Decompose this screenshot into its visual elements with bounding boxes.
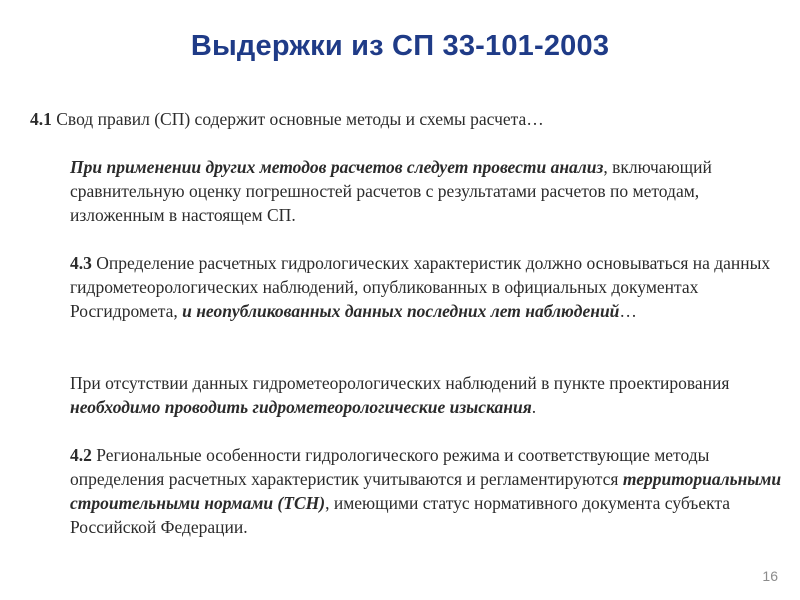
clause-number: 4.1 (30, 109, 52, 129)
emphasis-text: территориальными строительными нормами (ТСН) (70, 469, 782, 513)
clause-4-3 (70, 251, 782, 323)
clause-text: Свод правил (СП) содержит основные методы и схемы расчета… (51, 109, 544, 129)
clause-4-2 (70, 443, 782, 539)
emphasis-text: и неопубликованных данных последних лет наблюдений (182, 301, 620, 321)
emphasis-text: необходимо проводить гидрометеорологические изыскания (70, 397, 532, 417)
clause-end: . (531, 397, 537, 417)
clause-end: , имеющими статус нормативного документа субъекта Российской Федерации. (70, 493, 731, 537)
clause-text: , включающий сравнительную оценку погрешностей расчетов с результатами расчетов по методам, изложенным в настоящем СП. (70, 157, 712, 225)
clause-text: Региональные особенности гидрологического режима и соответствующие методы определения расчетных характеристик учитываются и регламентируются (70, 445, 710, 489)
slide-title: Выдержки из СП 33-101-2003 (190, 30, 610, 62)
clause-4-3-note (70, 371, 782, 419)
clause-4-1 (30, 107, 790, 131)
clause-text: При отсутствии данных гидрометеорологических наблюдений в пункте проектирования (70, 373, 730, 393)
clause-4-1-note (70, 155, 782, 227)
clause-end: … (619, 301, 637, 321)
clause-number: 4.3 (70, 253, 92, 273)
clause-number: 4.2 (70, 445, 92, 465)
clause-text: Определение расчетных гидрологических характеристик должно основываться на данных гидрометеорологических наблюдений, опубликованных в официальных документах Росгидромета, (70, 253, 771, 321)
emphasis-text: При применении других методов расчетов следует провести анализ (70, 157, 604, 177)
page-number: 16 (762, 568, 778, 584)
